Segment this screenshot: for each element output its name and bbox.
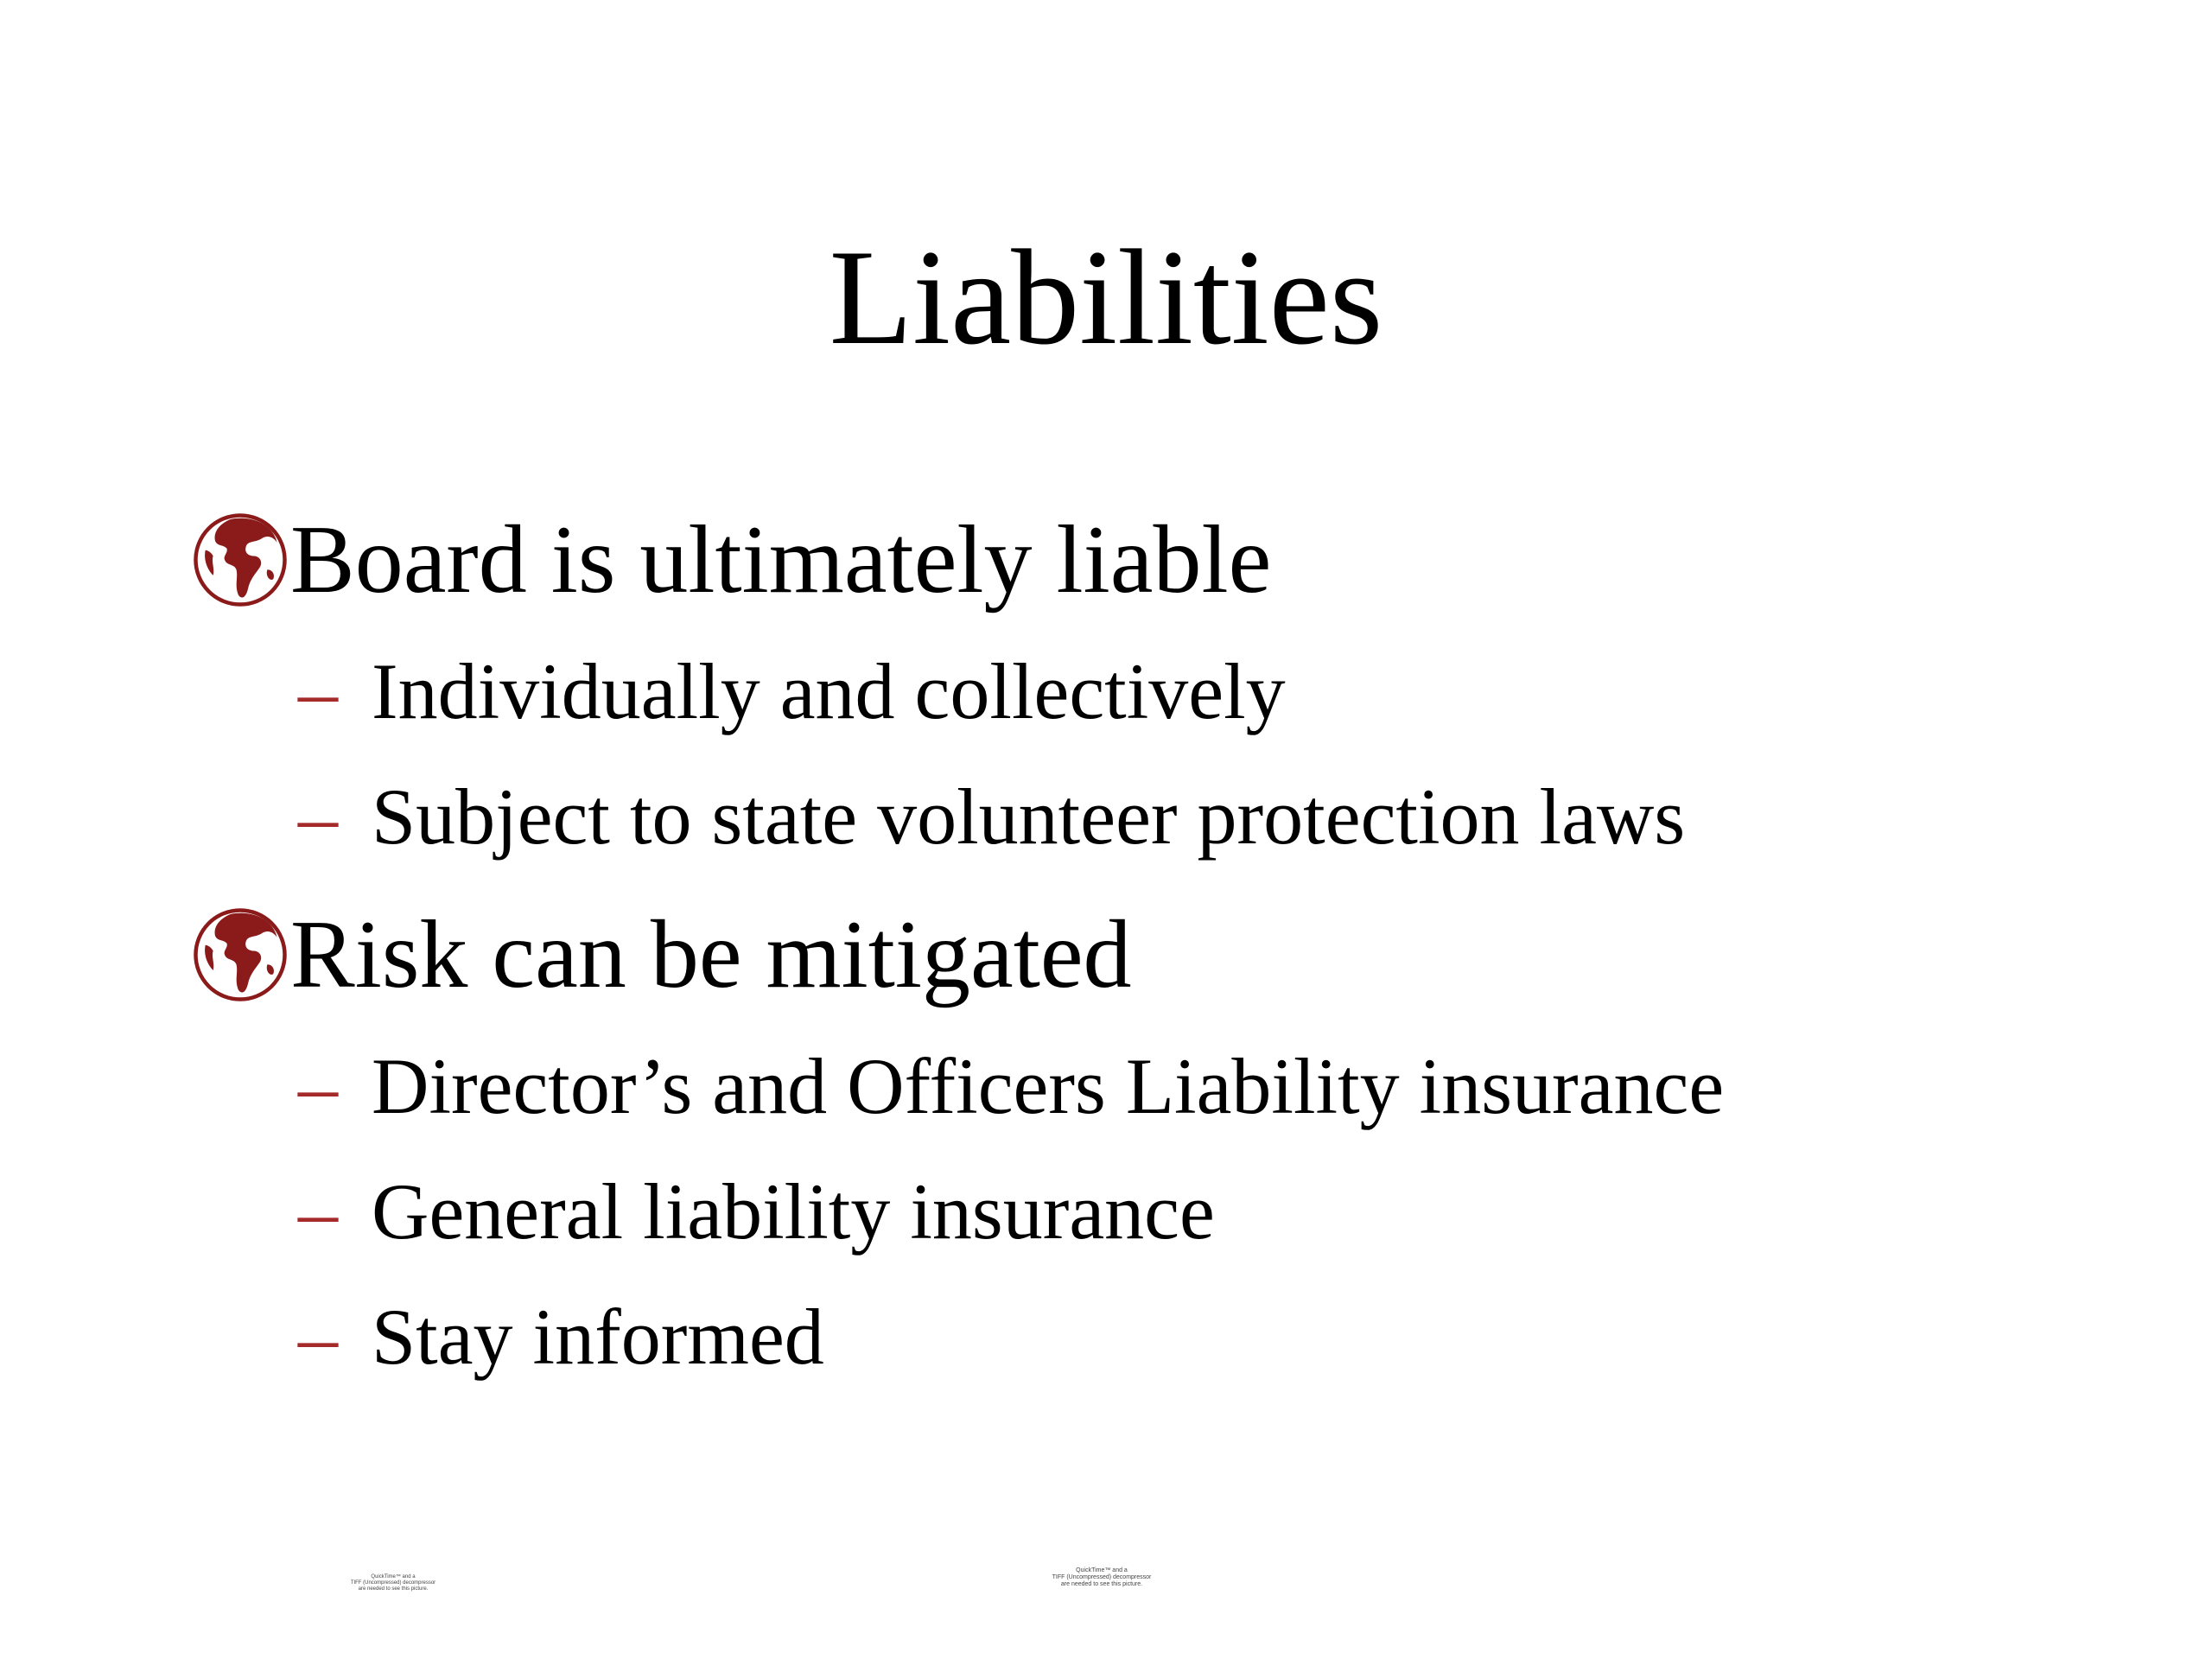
dash-marker: – (298, 647, 338, 735)
placeholder-line: TIFF (Uncompressed) decompressor (350, 1580, 436, 1586)
dash-marker: – (298, 1293, 338, 1381)
bullet-text: Risk can be mitigated (290, 901, 1132, 1008)
placeholder-line: are needed to see this picture. (1060, 1581, 1143, 1587)
sub-item-text: Stay informed (372, 1293, 824, 1381)
sub-item (298, 1043, 1724, 1129)
slide-title: Liabilities (829, 222, 1383, 373)
sub-item (298, 648, 1286, 734)
sub-item (298, 1294, 824, 1380)
sub-item (298, 773, 1685, 860)
image-placeholder-note (1037, 1567, 1166, 1588)
placeholder-line: QuickTime™ and a (371, 1574, 416, 1580)
sub-item-text: Individually and collectively (372, 647, 1286, 735)
globe-icon (192, 906, 289, 1003)
placeholder-line: TIFF (Uncompressed) decompressor (1052, 1574, 1152, 1580)
placeholder-line: are needed to see this picture. (358, 1586, 429, 1592)
dash-marker: – (298, 1167, 338, 1255)
dash-marker: – (298, 1042, 338, 1130)
bullet-text: Board is ultimately liable (290, 506, 1272, 613)
sub-item-text: General liability insurance (372, 1167, 1215, 1255)
placeholder-line: QuickTime™ and a (1076, 1567, 1128, 1573)
bullet-item (192, 903, 1132, 1007)
bullet-item (192, 508, 1271, 612)
sub-item-text: Subject to state volunteer protection laws (372, 772, 1686, 861)
image-placeholder-note (346, 1574, 441, 1592)
sub-item-text: Director’s and Officers Liability insurance (372, 1042, 1725, 1130)
sub-item (298, 1168, 1215, 1255)
dash-marker: – (298, 772, 338, 861)
globe-icon (192, 512, 289, 608)
